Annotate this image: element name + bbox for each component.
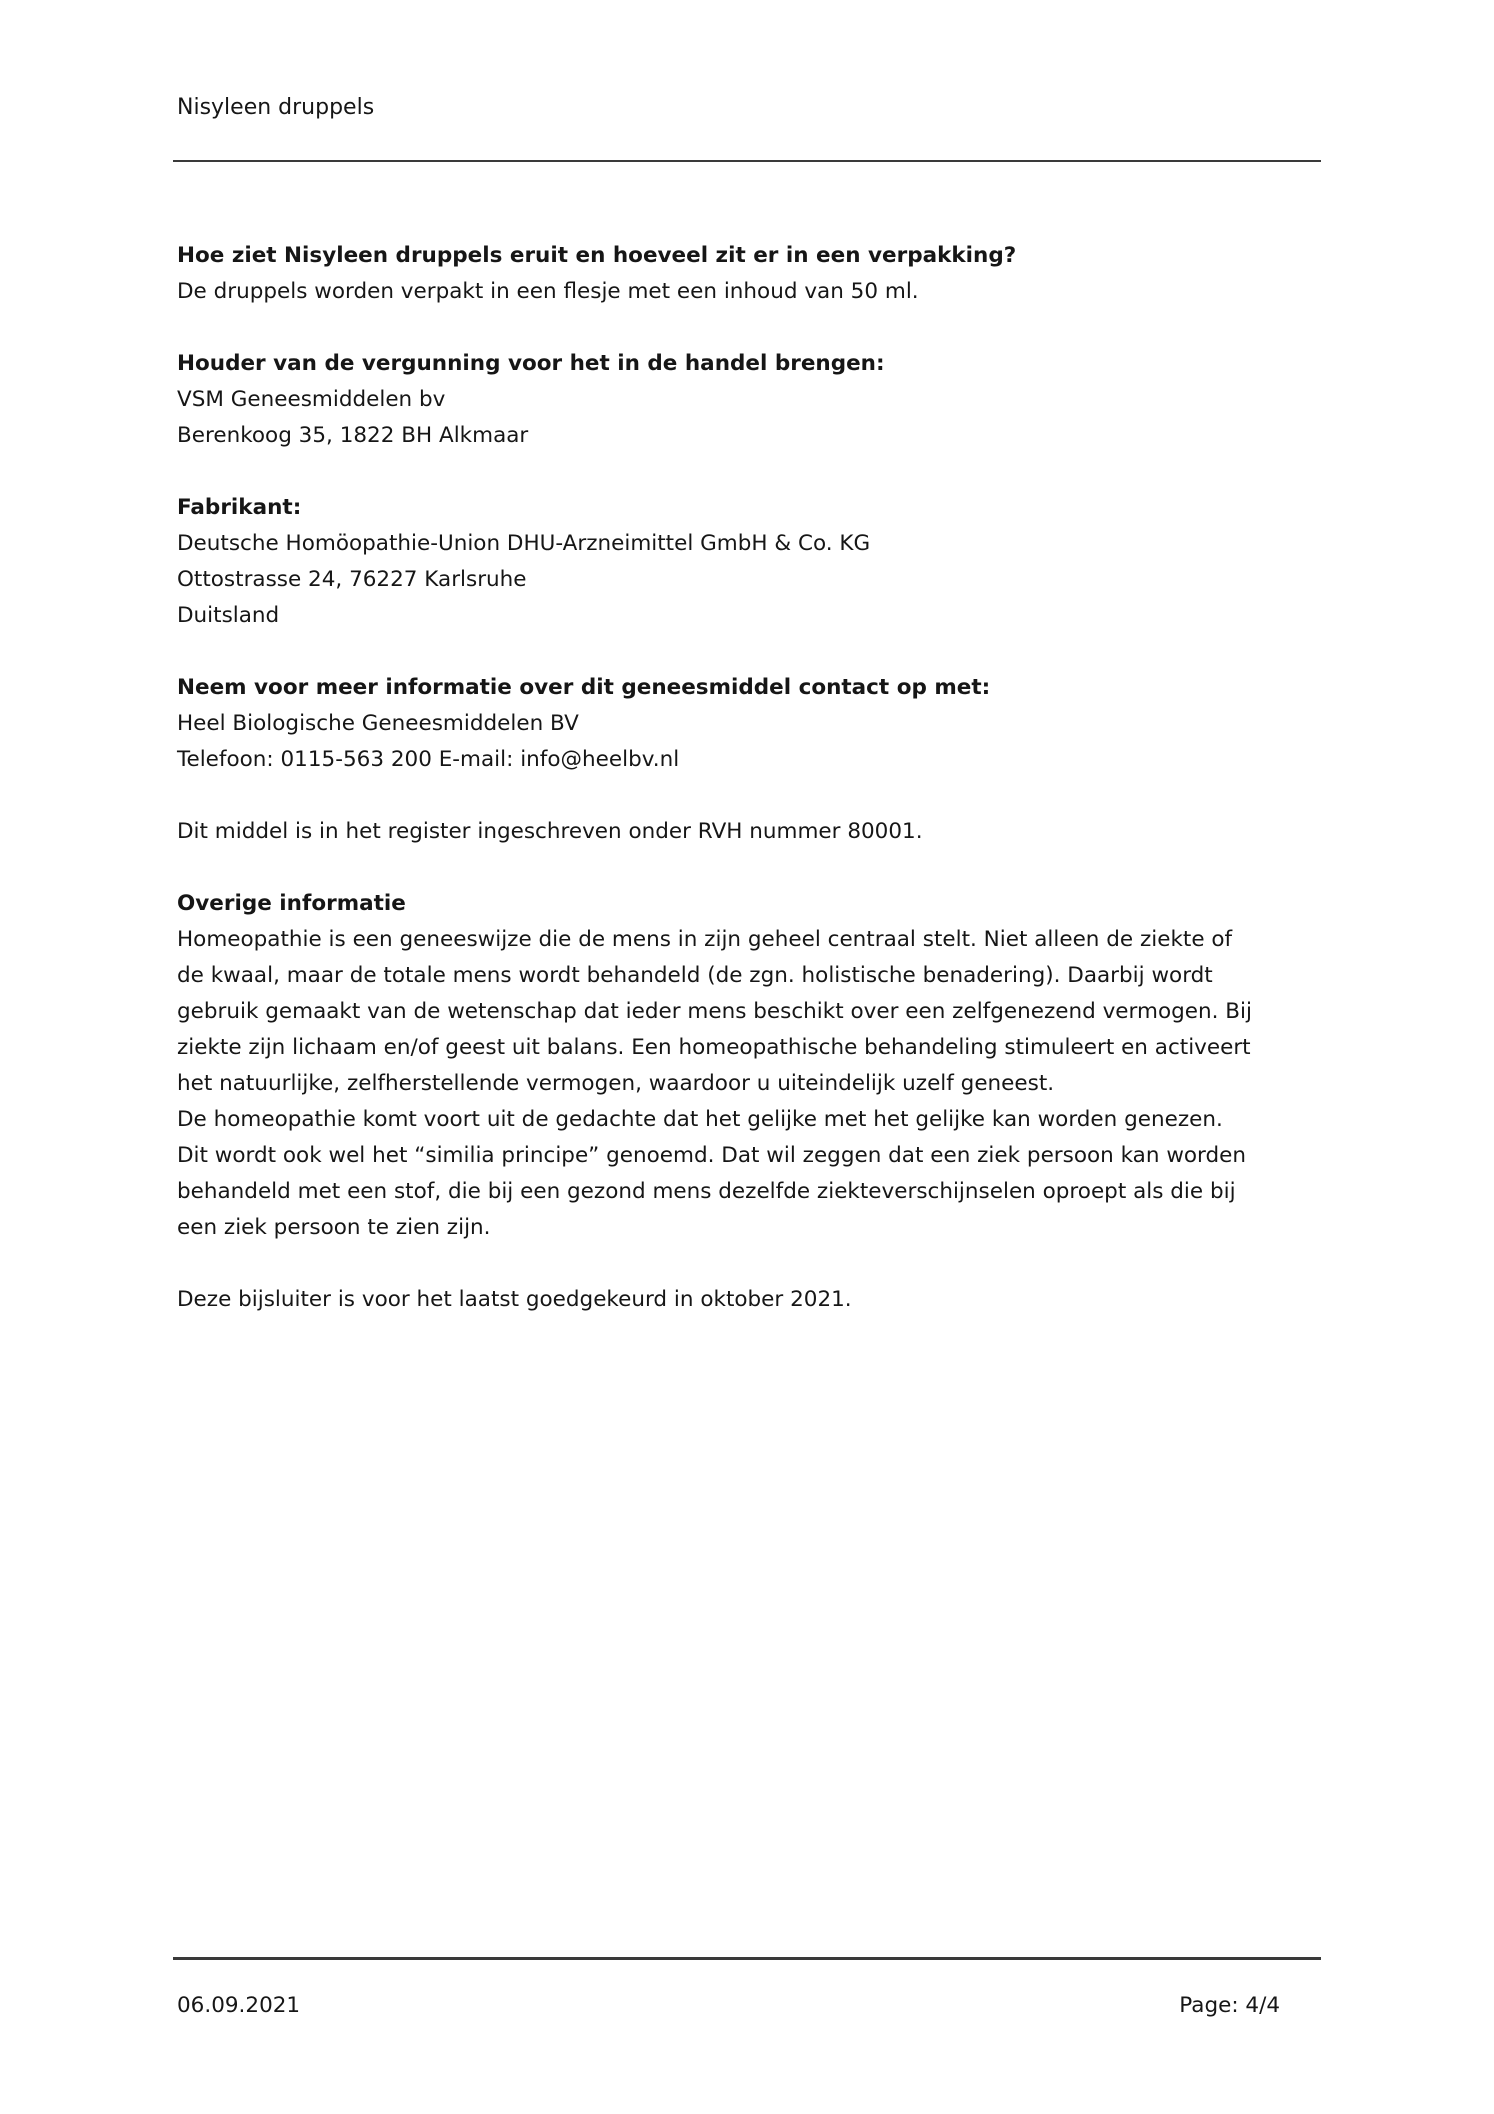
text-line: Dit wordt ook wel het “similia principe” genoemd. Dat wil zeggen dat een ziek persoon kan worden [177, 1143, 1247, 1168]
footer-divider [173, 1957, 1321, 1960]
text-line: De druppels worden verpakt in een flesje met een inhoud van 50 ml. [177, 279, 919, 304]
section-approval-date [177, 1282, 1323, 1318]
section-heading: Hoe ziet Nisyleen druppels eruit en hoeveel zit er in een verpakking? [177, 243, 1017, 268]
footer-page-number: Page: 4/4 [1179, 1993, 1280, 2018]
section-manufacturer [177, 490, 1323, 634]
text-line: Deutsche Homöopathie-Union DHU-Arzneimittel GmbH & Co. KG [177, 531, 871, 556]
header-divider [173, 160, 1321, 162]
text-line: Telefoon: 0115-563 200 E-mail: info@heelbv.nl [177, 747, 680, 772]
text-line: het natuurlijke, zelfherstellende vermogen, waardoor u uiteindelijk uzelf geneest. [177, 1071, 1055, 1096]
document-body [177, 238, 1323, 1354]
text-line: ziekte zijn lichaam en/of geest uit balans. Een homeopathische behandeling stimuleert en activeert [177, 1035, 1251, 1060]
text-line: behandeld met een stof, die bij een gezond mens dezelfde ziekteverschijnselen oproept als die bij [177, 1179, 1236, 1204]
footer-date: 06.09.2021 [177, 1993, 301, 2018]
text-line: Heel Biologische Geneesmiddelen BV [177, 711, 579, 736]
text-line: Deze bijsluiter is voor het laatst goedgekeurd in oktober 2021. [177, 1287, 852, 1312]
text-line: Berenkoog 35, 1822 BH Alkmaar [177, 423, 529, 448]
text-line: gebruik gemaakt van de wetenschap dat ieder mens beschikt over een zelfgenezend vermogen. Bij [177, 999, 1252, 1024]
text-line: Ottostrasse 24, 76227 Karlsruhe [177, 567, 527, 592]
section-other-info [177, 886, 1323, 1246]
text-line: Dit middel is in het register ingeschreven onder RVH nummer 80001. [177, 819, 923, 844]
section-license-holder [177, 346, 1323, 454]
section-heading: Overige informatie [177, 891, 406, 916]
text-line: een ziek persoon te zien zijn. [177, 1215, 491, 1240]
section-register-number [177, 814, 1323, 850]
page-header-title: Nisyleen druppels [177, 95, 375, 120]
text-line: de kwaal, maar de totale mens wordt behandeld (de zgn. holistische benadering). Daarbij wordt [177, 963, 1213, 988]
section-heading: Neem voor meer informatie over dit geneesmiddel contact op met: [177, 675, 991, 700]
section-packaging [177, 238, 1323, 310]
section-contact [177, 670, 1323, 778]
text-line: Duitsland [177, 603, 280, 628]
text-line: De homeopathie komt voort uit de gedachte dat het gelijke met het gelijke kan worden genezen. [177, 1107, 1223, 1132]
section-heading: Houder van de vergunning voor het in de handel brengen: [177, 351, 885, 376]
text-line: VSM Geneesmiddelen bv [177, 387, 446, 412]
section-heading: Fabrikant: [177, 495, 302, 520]
text-line: Homeopathie is een geneeswijze die de mens in zijn geheel centraal stelt. Niet alleen de ziekte of [177, 927, 1233, 952]
